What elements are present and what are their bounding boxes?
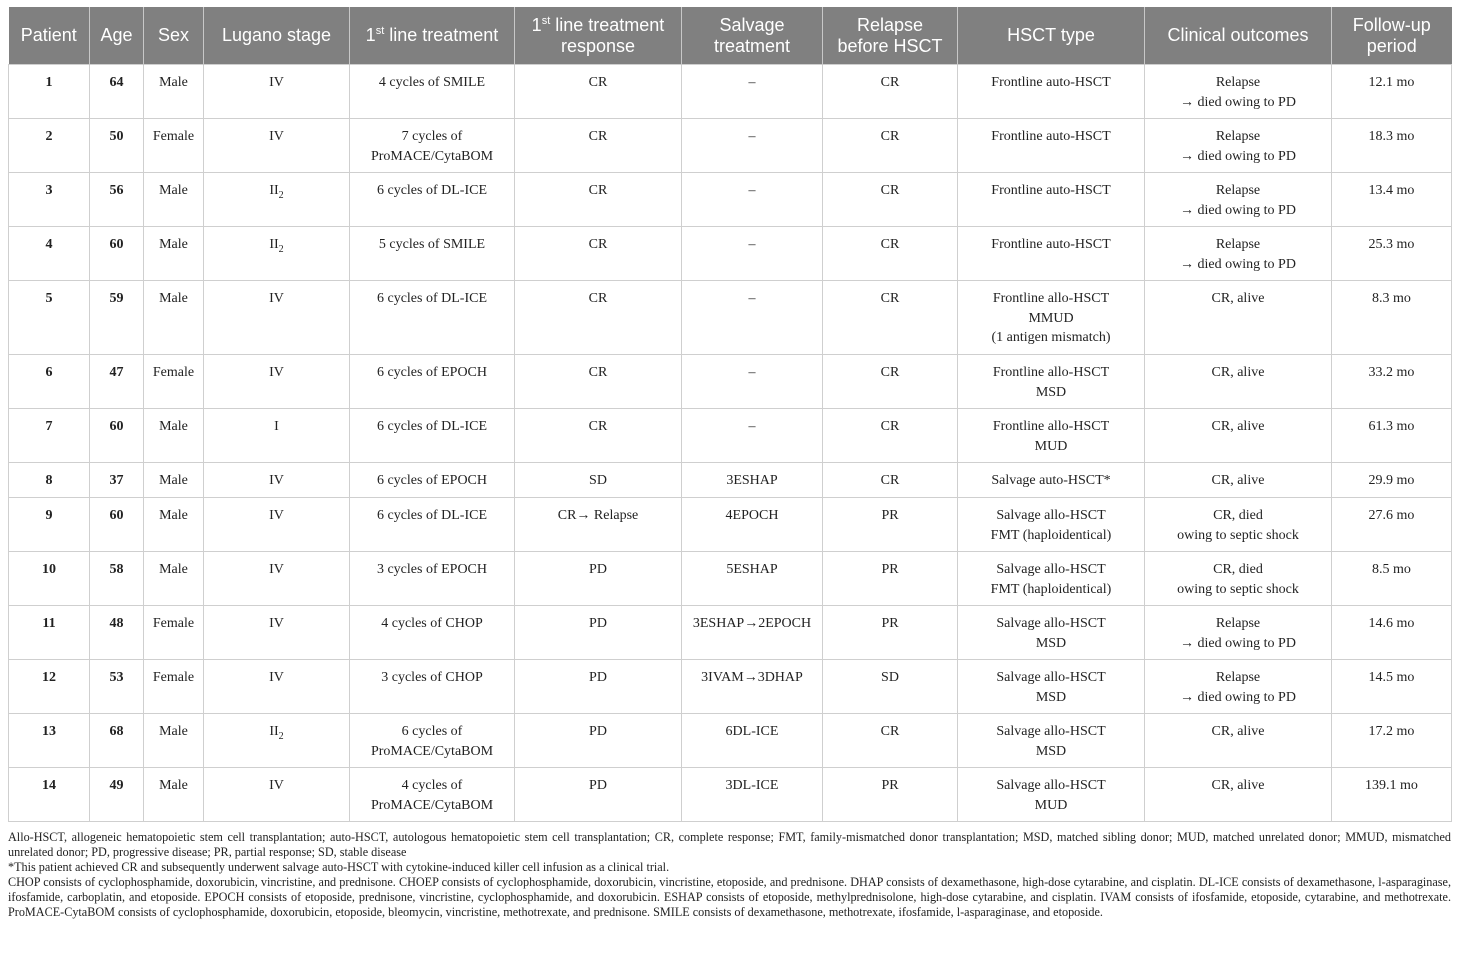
cell-hsct-type-line: MSD [1035, 743, 1067, 759]
cell-hsct-type-line: Salvage allo-HSCT [996, 562, 1106, 577]
cell-clinical-outcome [1145, 463, 1332, 498]
cell-first-line-response: PD [515, 714, 682, 768]
cell-clinical-outcome-line: CR, alive [1211, 419, 1265, 434]
cell-sex: Female [144, 660, 204, 714]
header-salvage-treatment: Salvage treatment [682, 7, 823, 65]
cell-lugano-stage: $II_2$ [204, 227, 350, 281]
cell-age: 64 [90, 65, 144, 119]
cell-first-line-response: CR [515, 65, 682, 119]
cell-age: 60 [90, 498, 144, 552]
cell-follow-up: 18.3 mo [1332, 119, 1452, 173]
footnote-abbreviations: Allo-HSCT, allogeneic hematopoietic stem cell transplantation; auto-HSCT, autologous hematopoietic stem cell transplantation; CR, complete response; FMT, family-mismatched donor transplantation; MSD, matched sibling donor; MUD, matched unrelated donor; MMUD, mismatched unrelated donor; PD, progressive disease; PR, partial response; SD, stable disease [8, 830, 1451, 859]
cell-age: 48 [90, 606, 144, 660]
cell-lugano-stage: IV [204, 355, 350, 409]
table-row [9, 463, 1452, 498]
table-footnotes [8, 830, 1451, 920]
cell-salvage-treatment: 3IVAM→3DHAP [682, 660, 823, 714]
cell-first-line-treatment [350, 65, 515, 119]
header-first-line-treatment: 1st line treatment [350, 7, 515, 65]
cell-first-line-response: CR [515, 355, 682, 409]
cell-first-line-treatment-line: 6 cycles of DL-ICE [376, 508, 488, 523]
table-row [9, 173, 1452, 227]
cell-first-line-treatment-line: 6 cycles of EPOCH [376, 473, 488, 488]
cell-lugano-stage: IV [204, 281, 350, 355]
table-row [9, 660, 1452, 714]
cell-hsct-type-line: Salvage allo-HSCT [996, 670, 1106, 685]
cell-age: 47 [90, 355, 144, 409]
cell-salvage-treatment: – [682, 227, 823, 281]
cell-first-line-treatment-line: 4 cycles of SMILE [378, 75, 486, 90]
table-container [8, 7, 1451, 920]
cell-sex: Male [144, 463, 204, 498]
cell-follow-up: 13.4 mo [1332, 173, 1452, 227]
cell-follow-up: 14.5 mo [1332, 660, 1452, 714]
cell-hsct-type-line: Frontline auto-HSCT [991, 183, 1111, 198]
cell-hsct-type-line: (1 antigen mismatch) [991, 330, 1111, 345]
cell-clinical-outcome [1145, 65, 1332, 119]
cell-first-line-treatment-line: 6 cycles of [401, 724, 463, 739]
cell-first-line-treatment [350, 119, 515, 173]
cell-first-line-treatment [350, 281, 515, 355]
table-row [9, 281, 1452, 355]
cell-hsct-type [958, 173, 1145, 227]
cell-hsct-type-line: MSD [1035, 689, 1067, 705]
table-body [9, 65, 1452, 822]
table-row [9, 119, 1452, 173]
cell-clinical-outcome-line: CR, alive [1211, 473, 1265, 488]
cell-first-line-response: CR [515, 173, 682, 227]
cell-first-line-response: PD [515, 768, 682, 822]
cell-hsct-type-line: Frontline allo-HSCT [992, 419, 1110, 434]
table-row [9, 606, 1452, 660]
table-row [9, 227, 1452, 281]
cell-first-line-response: CR [515, 409, 682, 463]
cell-lugano-stage: $II_2$ [204, 714, 350, 768]
cell-salvage-treatment: – [682, 281, 823, 355]
cell-lugano-stage: IV [204, 498, 350, 552]
cell-salvage-treatment: – [682, 355, 823, 409]
cell-relapse-before-hsct: SD [823, 660, 958, 714]
cell-age: 56 [90, 173, 144, 227]
cell-lugano-stage: $II_2$ [204, 173, 350, 227]
cell-relapse-before-hsct: CR [823, 65, 958, 119]
header-hsct-type: HSCT type [958, 7, 1145, 65]
cell-hsct-type-line: FMT (haploidentical) [990, 527, 1112, 543]
cell-lugano-stage: IV [204, 768, 350, 822]
cell-relapse-before-hsct: PR [823, 768, 958, 822]
cell-clinical-outcome-line: CR, died [1213, 508, 1263, 523]
cell-clinical-outcome-line: CR, died [1213, 562, 1263, 577]
cell-hsct-type [958, 355, 1145, 409]
cell-lugano-stage: IV [204, 552, 350, 606]
cell-follow-up: 33.2 mo [1332, 355, 1452, 409]
cell-lugano-stage: IV [204, 660, 350, 714]
cell-follow-up: 8.5 mo [1332, 552, 1452, 606]
cell-follow-up: 17.2 mo [1332, 714, 1452, 768]
cell-age: 60 [90, 409, 144, 463]
cell-hsct-type-line: Salvage allo-HSCT [996, 616, 1106, 631]
cell-hsct-type-line: MUD [1034, 438, 1068, 454]
cell-first-line-treatment-line: 6 cycles of DL-ICE [376, 291, 488, 306]
cell-salvage-treatment: – [682, 409, 823, 463]
table-row [9, 552, 1452, 606]
cell-hsct-type [958, 714, 1145, 768]
cell-hsct-type-line: Salvage auto-HSCT* [991, 473, 1111, 488]
cell-first-line-treatment [350, 660, 515, 714]
cell-lugano-stage: I [204, 409, 350, 463]
cell-first-line-treatment-line: ProMACE/CytaBOM [370, 148, 494, 164]
cell-relapse-before-hsct: CR [823, 119, 958, 173]
cell-first-line-response: CR [515, 227, 682, 281]
cell-first-line-response: PD [515, 606, 682, 660]
cell-clinical-outcome-line: → died owing to PD [1180, 94, 1296, 110]
table-row [9, 409, 1452, 463]
cell-clinical-outcome-line: Relapse [1215, 129, 1261, 144]
cell-patient: 8 [9, 463, 90, 498]
cell-hsct-type-line: MSD [1035, 635, 1067, 651]
cell-clinical-outcome-line: owing to septic shock [1177, 527, 1299, 543]
cell-first-line-treatment-line: 6 cycles of DL-ICE [376, 183, 488, 198]
cell-sex: Male [144, 714, 204, 768]
cell-first-line-response: CR [515, 119, 682, 173]
cell-hsct-type-line: MUD [1034, 797, 1068, 813]
cell-hsct-type-line: MSD [1035, 384, 1067, 400]
cell-hsct-type [958, 463, 1145, 498]
cell-relapse-before-hsct: CR [823, 463, 958, 498]
cell-age: 50 [90, 119, 144, 173]
table-row [9, 714, 1452, 768]
cell-first-line-treatment [350, 714, 515, 768]
cell-patient: 14 [9, 768, 90, 822]
cell-patient: 1 [9, 65, 90, 119]
cell-clinical-outcome-line: CR, alive [1211, 365, 1265, 380]
cell-salvage-treatment: – [682, 119, 823, 173]
cell-clinical-outcome-line: CR, alive [1211, 778, 1265, 793]
cell-follow-up: 139.1 mo [1332, 768, 1452, 822]
cell-lugano-stage: IV [204, 119, 350, 173]
cell-hsct-type-line: Frontline auto-HSCT [991, 237, 1111, 252]
cell-patient: 12 [9, 660, 90, 714]
header-lugano-stage: Lugano stage [204, 7, 350, 65]
cell-clinical-outcome-line: → died owing to PD [1180, 202, 1296, 218]
cell-hsct-type-line: FMT (haploidentical) [990, 581, 1112, 597]
table-row [9, 768, 1452, 822]
cell-first-line-treatment-line: 6 cycles of EPOCH [376, 365, 488, 380]
cell-age: 58 [90, 552, 144, 606]
cell-patient: 4 [9, 227, 90, 281]
cell-hsct-type [958, 65, 1145, 119]
cell-patient: 9 [9, 498, 90, 552]
cell-follow-up: 27.6 mo [1332, 498, 1452, 552]
cell-hsct-type [958, 119, 1145, 173]
header-follow-up-period: Follow-up period [1332, 7, 1452, 65]
cell-clinical-outcome [1145, 281, 1332, 355]
cell-first-line-treatment-line: 4 cycles of [401, 778, 463, 793]
cell-lugano-stage: IV [204, 606, 350, 660]
cell-relapse-before-hsct: PR [823, 498, 958, 552]
header-age: Age [90, 7, 144, 65]
cell-hsct-type-line: Frontline allo-HSCT [992, 365, 1110, 380]
cell-clinical-outcome [1145, 498, 1332, 552]
table-row [9, 355, 1452, 409]
cell-sex: Male [144, 65, 204, 119]
cell-relapse-before-hsct: CR [823, 173, 958, 227]
cell-clinical-outcome [1145, 173, 1332, 227]
cell-hsct-type [958, 768, 1145, 822]
cell-first-line-treatment-line: 6 cycles of DL-ICE [376, 419, 488, 434]
cell-hsct-type [958, 660, 1145, 714]
cell-salvage-treatment: – [682, 65, 823, 119]
cell-first-line-treatment-line: 3 cycles of EPOCH [376, 562, 488, 577]
cell-salvage-treatment: 3ESHAP [682, 463, 823, 498]
patient-table [8, 7, 1452, 822]
cell-first-line-treatment [350, 498, 515, 552]
cell-sex: Male [144, 227, 204, 281]
cell-follow-up: 29.9 mo [1332, 463, 1452, 498]
cell-first-line-response: PD [515, 660, 682, 714]
cell-patient: 11 [9, 606, 90, 660]
cell-first-line-treatment-line: 5 cycles of SMILE [378, 237, 486, 252]
cell-follow-up: 12.1 mo [1332, 65, 1452, 119]
cell-sex: Male [144, 768, 204, 822]
cell-relapse-before-hsct: CR [823, 409, 958, 463]
cell-relapse-before-hsct: PR [823, 606, 958, 660]
cell-clinical-outcome-line: → died owing to PD [1180, 689, 1296, 705]
header-relapse-before-hsct: Relapse before HSCT [823, 7, 958, 65]
cell-salvage-treatment: 5ESHAP [682, 552, 823, 606]
cell-sex: Male [144, 173, 204, 227]
cell-relapse-before-hsct: CR [823, 355, 958, 409]
cell-clinical-outcome-line: Relapse [1215, 670, 1261, 685]
cell-first-line-response: CR→ Relapse [515, 498, 682, 552]
cell-hsct-type [958, 498, 1145, 552]
cell-lugano-stage: IV [204, 463, 350, 498]
cell-clinical-outcome-line: → died owing to PD [1180, 635, 1296, 651]
cell-clinical-outcome [1145, 119, 1332, 173]
cell-lugano-stage: IV [204, 65, 350, 119]
cell-salvage-treatment: 4EPOCH [682, 498, 823, 552]
cell-first-line-treatment [350, 227, 515, 281]
cell-clinical-outcome-line: → died owing to PD [1180, 256, 1296, 272]
cell-relapse-before-hsct: CR [823, 227, 958, 281]
cell-hsct-type [958, 281, 1145, 355]
cell-first-line-treatment [350, 355, 515, 409]
cell-clinical-outcome-line: Relapse [1215, 237, 1261, 252]
header-sex: Sex [144, 7, 204, 65]
cell-hsct-type [958, 227, 1145, 281]
cell-patient: 13 [9, 714, 90, 768]
header-patient: Patient [9, 7, 90, 65]
cell-first-line-treatment [350, 606, 515, 660]
cell-first-line-treatment [350, 409, 515, 463]
cell-relapse-before-hsct: PR [823, 552, 958, 606]
cell-age: 59 [90, 281, 144, 355]
header-first-line-response: 1st line treatment response [515, 7, 682, 65]
cell-salvage-treatment: 6DL-ICE [682, 714, 823, 768]
cell-first-line-treatment [350, 463, 515, 498]
cell-hsct-type [958, 606, 1145, 660]
cell-sex: Female [144, 606, 204, 660]
cell-first-line-treatment [350, 768, 515, 822]
cell-sex: Male [144, 281, 204, 355]
cell-first-line-treatment [350, 173, 515, 227]
cell-hsct-type-line: Salvage allo-HSCT [996, 724, 1106, 739]
cell-follow-up: 25.3 mo [1332, 227, 1452, 281]
cell-first-line-treatment-line: ProMACE/CytaBOM [370, 797, 494, 813]
header-clinical-outcomes: Clinical outcomes [1145, 7, 1332, 65]
cell-hsct-type-line: MMUD [1028, 310, 1074, 326]
cell-salvage-treatment: – [682, 173, 823, 227]
cell-follow-up: 8.3 mo [1332, 281, 1452, 355]
cell-patient: 6 [9, 355, 90, 409]
cell-clinical-outcome [1145, 606, 1332, 660]
cell-hsct-type-line: Salvage allo-HSCT [996, 508, 1106, 523]
cell-relapse-before-hsct: CR [823, 714, 958, 768]
cell-sex: Male [144, 498, 204, 552]
footnote-asterisk: *This patient achieved CR and subsequently underwent salvage auto-HSCT with cytokine-induced killer cell infusion as a clinical trial. [8, 860, 670, 874]
cell-patient: 10 [9, 552, 90, 606]
cell-first-line-treatment-line: 4 cycles of CHOP [381, 616, 483, 631]
cell-clinical-outcome-line: Relapse [1215, 616, 1261, 631]
header-row [9, 7, 1452, 65]
cell-clinical-outcome [1145, 714, 1332, 768]
cell-hsct-type-line: Frontline auto-HSCT [991, 129, 1111, 144]
cell-hsct-type [958, 409, 1145, 463]
cell-clinical-outcome [1145, 409, 1332, 463]
cell-first-line-treatment-line: 3 cycles of CHOP [381, 670, 483, 685]
cell-age: 37 [90, 463, 144, 498]
cell-first-line-response: SD [515, 463, 682, 498]
cell-patient: 3 [9, 173, 90, 227]
cell-first-line-treatment-line: 7 cycles of [401, 129, 463, 144]
cell-first-line-treatment [350, 552, 515, 606]
table-row [9, 65, 1452, 119]
cell-follow-up: 14.6 mo [1332, 606, 1452, 660]
cell-salvage-treatment: 3ESHAP→2EPOCH [682, 606, 823, 660]
cell-sex: Male [144, 409, 204, 463]
cell-age: 68 [90, 714, 144, 768]
cell-hsct-type [958, 552, 1145, 606]
cell-salvage-treatment: 3DL-ICE [682, 768, 823, 822]
cell-follow-up: 61.3 mo [1332, 409, 1452, 463]
cell-age: 60 [90, 227, 144, 281]
cell-hsct-type-line: Frontline auto-HSCT [991, 75, 1111, 90]
cell-clinical-outcome-line: CR, alive [1211, 291, 1265, 306]
cell-clinical-outcome [1145, 552, 1332, 606]
cell-patient: 2 [9, 119, 90, 173]
cell-patient: 5 [9, 281, 90, 355]
cell-clinical-outcome [1145, 355, 1332, 409]
cell-age: 53 [90, 660, 144, 714]
footnote-regimens: CHOP consists of cyclophosphamide, doxorubicin, vincristine, and prednisone. CHOEP consists of cyclophosphamide, doxorubicin, vincristine, etoposide, and prednisone. DHAP consists of dexamethasone, high-dose cytarabine, and cisplatin. DL-ICE consists of dexamethasone, l-asparaginase, ifosfamide, carboplatin, and etoposide. EPOCH consists of etoposide, prednisone, vincristine, cyclophosphamide, and doxorubicin. ESHAP consists of etoposide, methylprednisolone, high-dose cytarabine, and cisplatin. IVAM consists of ifosfamide, etoposide, cytarabine, and methotrexate. ProMACE-CytaBOM consists of cyclophosphamide, doxorubicin, etoposide, bleomycin, vincristine, methotrexate, and prednisone. SMILE consists of dexamethasone, methotrexate, ifosfamide, l-asparaginase, and etoposide. [8, 875, 1451, 919]
cell-clinical-outcome-line: → died owing to PD [1180, 148, 1296, 164]
cell-clinical-outcome [1145, 768, 1332, 822]
cell-relapse-before-hsct: CR [823, 281, 958, 355]
cell-clinical-outcome [1145, 227, 1332, 281]
cell-clinical-outcome-line: Relapse [1215, 183, 1261, 198]
table-row [9, 498, 1452, 552]
cell-first-line-response: PD [515, 552, 682, 606]
cell-hsct-type-line: Salvage allo-HSCT [996, 778, 1106, 793]
cell-first-line-treatment-line: ProMACE/CytaBOM [370, 743, 494, 759]
cell-clinical-outcome-line: owing to septic shock [1177, 581, 1299, 597]
cell-clinical-outcome-line: Relapse [1215, 75, 1261, 90]
cell-sex: Female [144, 355, 204, 409]
cell-hsct-type-line: Frontline allo-HSCT [992, 291, 1110, 306]
cell-first-line-response: CR [515, 281, 682, 355]
cell-patient: 7 [9, 409, 90, 463]
cell-clinical-outcome [1145, 660, 1332, 714]
cell-age: 49 [90, 768, 144, 822]
cell-sex: Male [144, 552, 204, 606]
cell-sex: Female [144, 119, 204, 173]
cell-clinical-outcome-line: CR, alive [1211, 724, 1265, 739]
